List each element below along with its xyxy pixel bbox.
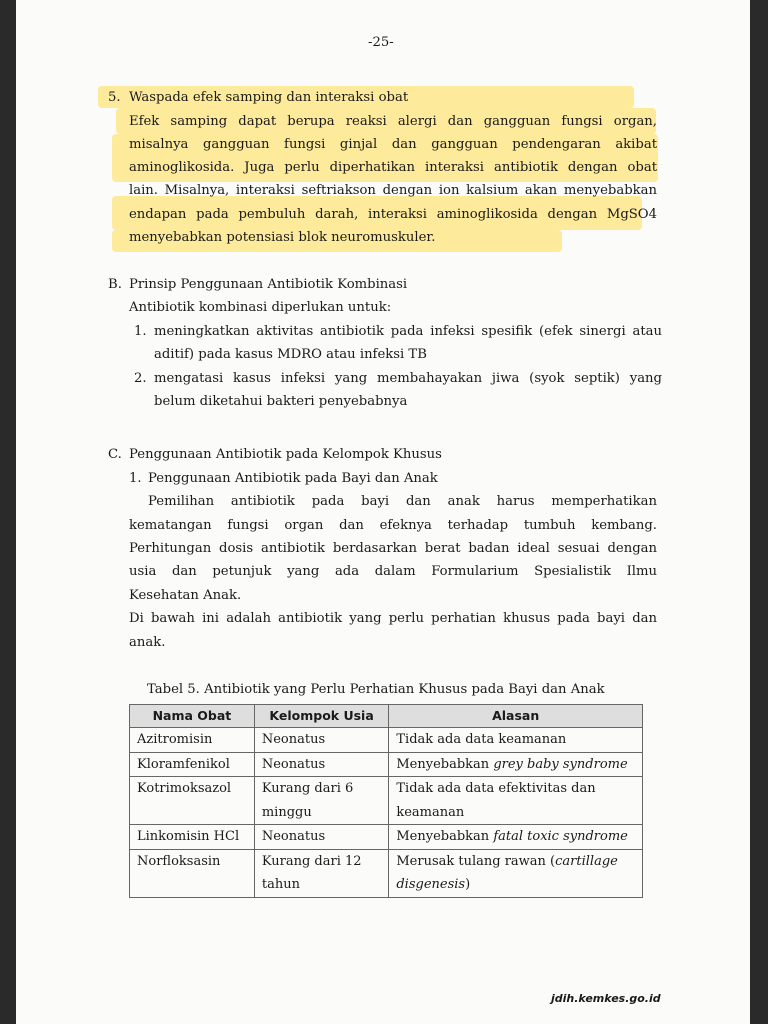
section-b-title: Prinsip Penggunaan Antibiotik Kombinasi	[129, 277, 408, 292]
header-alasan: Alasan	[389, 705, 643, 728]
section-b-item1-line2: aditif) pada kasus MDRO atau infeksi TB	[154, 347, 427, 362]
cell-alasan	[389, 728, 643, 753]
cell-alasan	[389, 777, 643, 825]
section-b-item1-line1: meningkatkan aktivitas antibiotik pada infeksi spesifik (efek sinergi atau	[154, 324, 662, 339]
section-b-intro: Antibiotik kombinasi diperlukan untuk:	[129, 300, 392, 315]
cell-obat: Kotrimoksazol	[130, 777, 255, 825]
item5-line-4: lain. Misalnya, interaksi seftriakson dengan ion kalsium akan menyebabkan	[129, 183, 657, 198]
section-c-line-6: Di bawah ini adalah antibiotik yang perlu perhatian khusus pada bayi dan	[129, 611, 657, 626]
item5-line-5: endapan pada pembuluh darah, interaksi aminoglikosida dengan MgSO4	[129, 207, 657, 222]
footer-url: jdih.kemkes.go.id	[551, 992, 661, 1005]
section-b-item1-marker: 1.	[134, 324, 147, 339]
cell-alasan	[389, 825, 643, 850]
cell-obat: Kloramfenikol	[130, 752, 255, 777]
page-number: -25-	[368, 35, 394, 50]
cell-usia: Kurang dari 12 tahun	[254, 849, 389, 897]
header-kelompok-usia: Kelompok Usia	[254, 705, 389, 728]
item5-line-6: menyebabkan potensiasi blok neuromuskuler.	[129, 230, 436, 245]
cell-usia: Neonatus	[254, 752, 389, 777]
section-c-line-3: Perhitungan dosis antibiotik berdasarkan berat badan ideal sesuai dengan	[129, 541, 657, 556]
alasan-text: Merusak tulang rawan (	[396, 853, 556, 869]
item5-marker: 5.	[108, 90, 121, 105]
table-row	[130, 777, 643, 825]
alasan-text: Tidak ada data keamanan	[396, 732, 567, 747]
table-caption: Tabel 5. Antibiotik yang Perlu Perhatian Khusus pada Bayi dan Anak	[147, 682, 605, 697]
section-c-marker: C.	[108, 447, 122, 462]
cell-alasan	[389, 849, 643, 897]
alasan-italic: cartillage disgenesis	[396, 853, 618, 892]
section-c-title: Penggunaan Antibiotik pada Kelompok Khusus	[129, 447, 442, 462]
section-c-sub-title: Penggunaan Antibiotik pada Bayi dan Anak	[148, 471, 438, 486]
section-c-line-7: anak.	[129, 635, 166, 650]
section-b-item2-marker: 2.	[134, 371, 147, 386]
alasan-italic: fatal toxic syndrome	[493, 829, 628, 844]
cell-obat: Azitromisin	[130, 728, 255, 753]
table-row	[130, 752, 643, 777]
cell-obat: Linkomisin HCl	[130, 825, 255, 850]
alasan-text: Menyebabkan	[396, 756, 494, 772]
item5-line-2: misalnya gangguan fungsi ginjal dan gangguan pendengaran akibat	[129, 137, 657, 152]
section-b-item2-line1: mengatasi kasus infeksi yang membahayakan jiwa (syok septik) yang	[154, 371, 662, 386]
table-row	[130, 728, 643, 753]
section-c-line-4: usia dan petunjuk yang ada dalam Formularium Spesialistik Ilmu	[129, 564, 657, 579]
table-row	[130, 849, 643, 897]
table-row	[130, 825, 643, 850]
item5-line-1: Efek samping dapat berupa reaksi alergi dan gangguan fungsi organ,	[129, 114, 657, 129]
section-c-line-1: Pemilihan antibiotik pada bayi dan anak harus memperhatikan	[148, 494, 657, 509]
section-c-sub-marker: 1.	[129, 471, 142, 486]
item5-line-3: aminoglikosida. Juga perlu diperhatikan interaksi antibiotik dengan obat	[129, 160, 657, 175]
section-c-line-5: Kesehatan Anak.	[129, 588, 242, 603]
cell-usia: Neonatus	[254, 825, 389, 850]
section-b-item2-line2: belum diketahui bakteri penyebabnya	[154, 394, 408, 409]
header-nama-obat: Nama Obat	[130, 705, 255, 728]
alasan-text: Menyebabkan	[396, 829, 494, 844]
item5-title: Waspada efek samping dan interaksi obat	[129, 90, 409, 105]
cell-obat: Norfloksasin	[130, 849, 255, 897]
section-b-marker: B.	[108, 277, 122, 292]
cell-alasan	[389, 752, 643, 777]
table-header-row	[130, 705, 643, 728]
alasan-italic: grey baby syndrome	[493, 756, 628, 772]
cell-usia: Neonatus	[254, 728, 389, 753]
document-page	[16, 0, 750, 1024]
antibiotic-table	[129, 704, 643, 898]
alasan-end: )	[465, 877, 471, 892]
section-c-line-2: kematangan fungsi organ dan efeknya terhadap tumbuh kembang.	[129, 518, 657, 533]
cell-usia: Kurang dari 6 minggu	[254, 777, 389, 825]
alasan-text: Tidak ada data efektivitas dan keamanan	[396, 781, 596, 820]
